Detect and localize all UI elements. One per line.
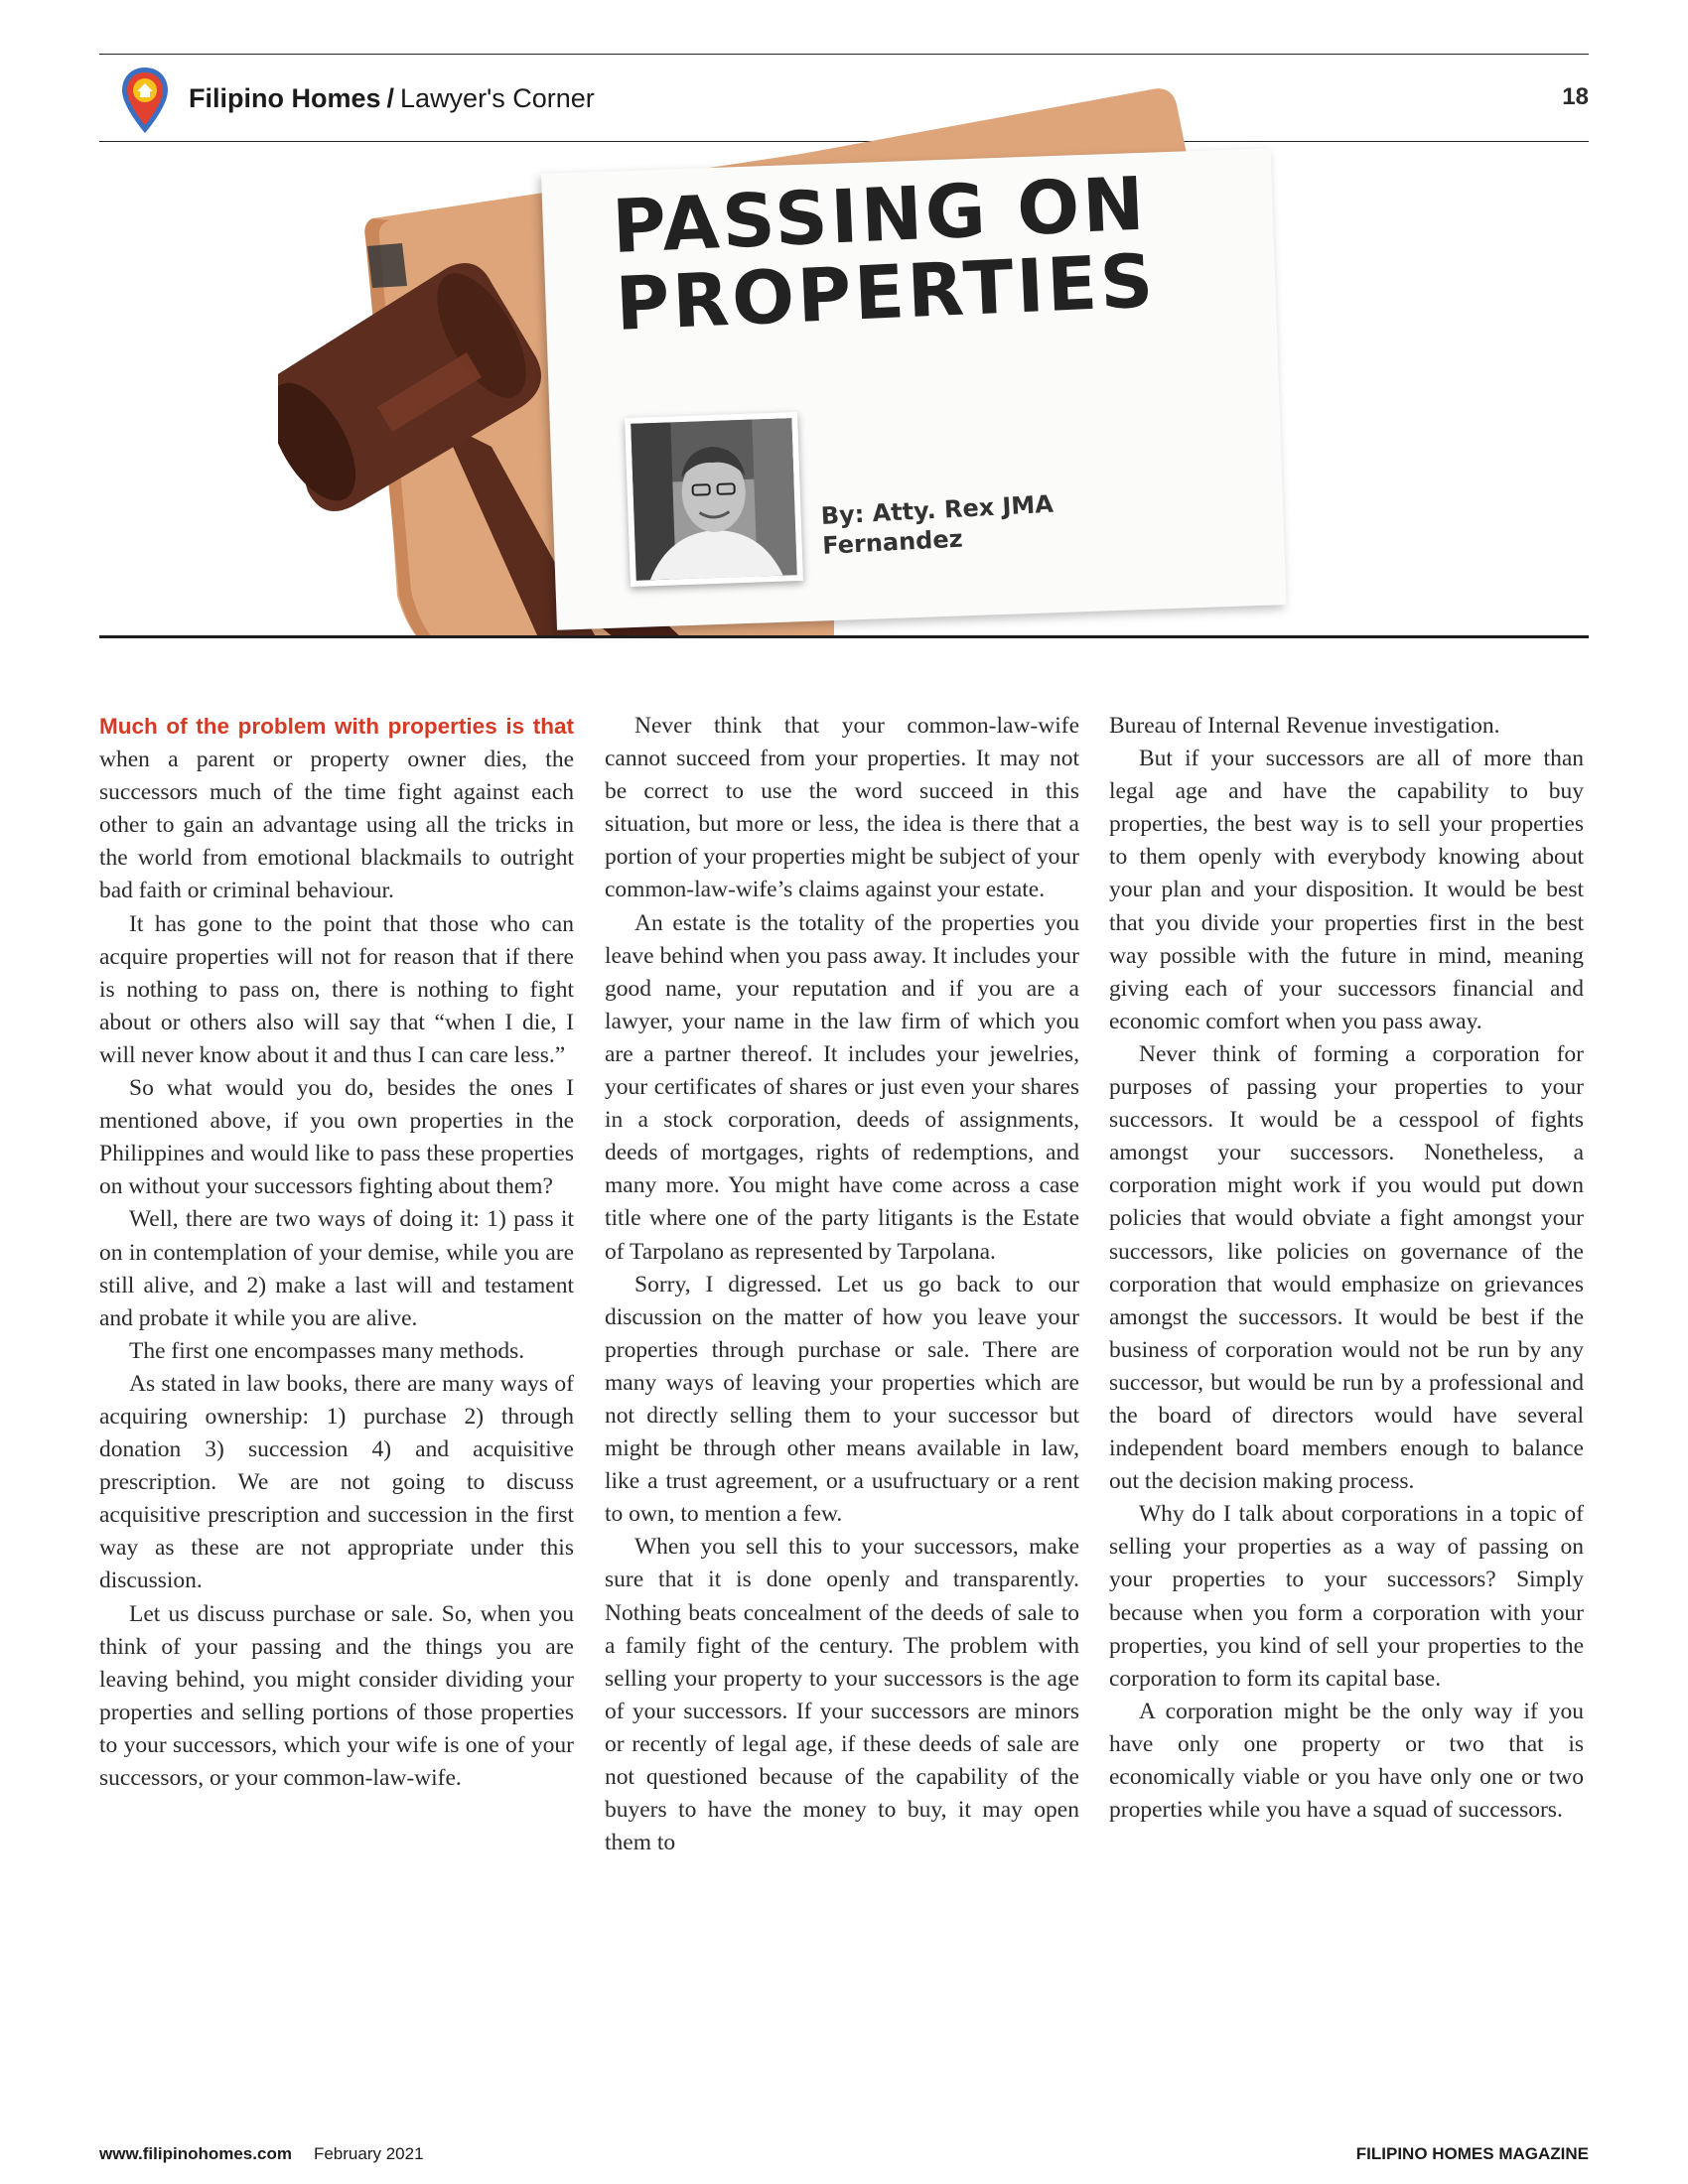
home-location-pin-icon <box>119 66 171 135</box>
paragraph: Let us discuss purchase or sale. So, when you think of your passing and the things you are leaving behind, you might consider dividing your properties and selling portions of those properties to your successors, which your wife is one of your successors, or your common-law-wife. <box>99 1600 574 1791</box>
byline-line-2: Fernandez <box>821 524 964 560</box>
article-title <box>610 161 1252 347</box>
paragraph: Never think that your common-law-wife cannot succeed from your properties. It may not be correct to use the word succeed in this situation, but more or less, the idea is there that a portion of your properties might be subject of your common-law-wife’s claims against your estate. <box>605 713 1079 903</box>
title-line-1: PASSING ON <box>610 161 1149 270</box>
title-line-2: PROPERTIES <box>614 238 1158 347</box>
paragraph: The first one encompasses many methods. <box>129 1337 525 1364</box>
paragraph: Well, there are two ways of doing it: 1) pass it on in contemplation of your demise, while you are still alive, and 2) make a last will and testament and probate it while you are alive. <box>99 1206 574 1331</box>
author-photo <box>625 412 803 587</box>
header-separator: / <box>386 83 395 113</box>
header-section: Lawyer's Corner <box>400 83 595 113</box>
hero-bottom-rule <box>99 635 1589 638</box>
page-number: 18 <box>1562 83 1589 110</box>
article-column-3 <box>1109 710 1584 1827</box>
footer-date: February 2021 <box>313 2144 424 2163</box>
header-top-rule <box>99 54 1589 55</box>
paragraph: Bureau of Internal Revenue investigation. <box>1109 713 1500 739</box>
paragraph: It has gone to the point that those who can acquire properties will not for reason that if there is nothing to pass on, there is nothing to fight about or others also will say that “when I die, I will never know about it and thus I can care less.” <box>99 910 574 1068</box>
byline-line-1: By: Atty. Rex JMA <box>820 489 1055 530</box>
paragraph: So what would you do, besides the ones I mentioned above, if you own properties in the Philippines and would like to pass these properties on without your successors fighting about them? <box>99 1075 574 1200</box>
paragraph: But if your successors are all of more than legal age and have the capability to buy properties, the best way is to sell your properties to them openly with everybody knowing about your plan and your disposition. It would be best that you divide your properties first in the best way possible with the future in mind, meaning giving each of your successors financial and economic comfort when you pass away. <box>1109 746 1584 1034</box>
lead-in-text: Much of the problem with properties is that <box>99 714 574 739</box>
paragraph: An estate is the totality of the properties you leave behind when you pass away. It includes your good name, your reputation and if you are a lawyer, your name in the law firm of which you are a partner thereof. It includes your jewelries, your certificates of shares or just even your shares in a stock corporation, deeds of assignments, deeds of mortgages, rights of redemptions, and many more. You might have come across a case title where one of the party litigants is the Estate of Tarpolano as represented by Tarpolana. <box>605 909 1079 1265</box>
paragraph: Sorry, I digressed. Let us go back to our discussion on the matter of how you leave your properties through purchase or sale. There are many ways of leaving your properties which are not directly selling them to your successor but might be through other means available in law, like a trust agreement, or a usufructuary or a rent to own, to mention a few. <box>605 1271 1079 1528</box>
header-brand: Filipino Homes <box>189 83 381 113</box>
article-column-2 <box>605 710 1079 1859</box>
footer-url[interactable]: www.filipinohomes.com <box>99 2144 292 2163</box>
paragraph: When you sell this to your successors, make sure that it is done openly and transparently. Nothing beats concealment of the deeds of sale to a family fight of the century. The problem with selling your property to your successors is the age of your successors. If your successors are minors or recently of legal age, if these deeds of sale are not questioned because of the capability of the buyers to have the money to buy, it may open them to <box>605 1534 1079 1856</box>
article-column-1 <box>99 710 574 1795</box>
page-footer <box>99 2144 1589 2164</box>
paragraph: Never think of forming a corporation for purposes of passing your properties to your successors. It would be a cesspool of fights amongst your successors. Nonetheless, a corporation might work if you would put down policies that would obviate a fight amongst your successors, like policies on governance of the corporation that would emphasize on grievances amongst the successors. It would be best if the business of corporation would not be run by any successor, but would be run by a professional and the board of directors would have several independent board members enough to balance out the decision making process. <box>1109 1040 1584 1495</box>
paragraph: Why do I talk about corporations in a topic of selling your properties as a way of passing on your properties to your successors? Simply because when you form a corporation with your properties, you kind of sell your properties to the corporation to form its capital base. <box>1109 1501 1584 1692</box>
footer-magazine-name: FILIPINO HOMES MAGAZINE <box>1355 2144 1589 2163</box>
paragraph-text: when a parent or property owner dies, the successors much of the time fight against each other to gain an advantage using all the tricks in the world from emotional blackmails to outright bad faith or criminal behaviour. <box>99 747 574 904</box>
paragraph <box>99 710 574 908</box>
paragraph: A corporation might be the only way if you have only one property or two that is economically viable or you have only one or two properties while you have a squad of successors. <box>1109 1698 1584 1824</box>
paragraph: As stated in law books, there are many ways of acquiring ownership: 1) purchase 2) through donation 3) succession 4) and acquisitive prescription. We are not going to discuss acquisitive prescription and succession in the first way as these are not appropriate under this discussion. <box>99 1370 574 1594</box>
